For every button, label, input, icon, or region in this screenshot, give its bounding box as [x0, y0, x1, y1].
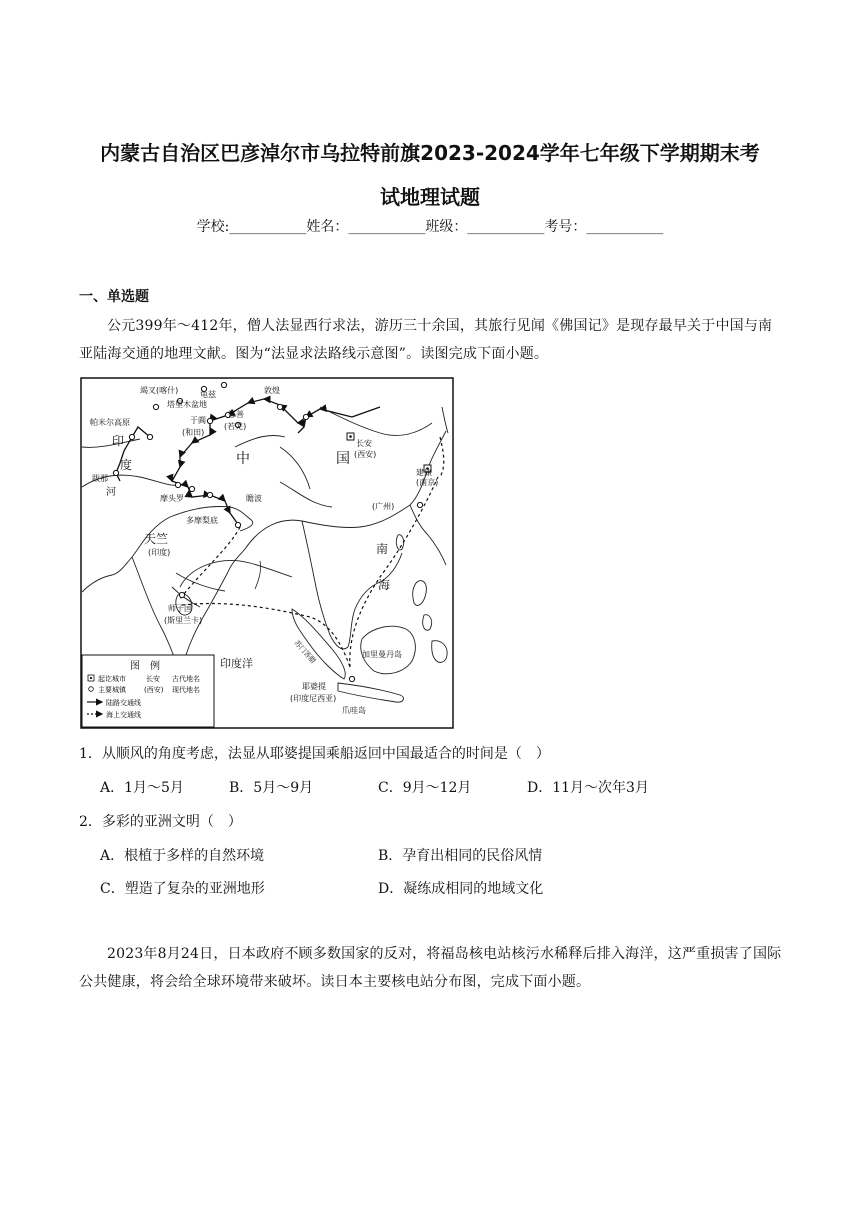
q2-option-a[interactable]: A．根植于多样的自然环境 [100, 848, 265, 864]
legend-modern-example: (西安) [144, 686, 164, 694]
name-field: 姓名：___________ [306, 219, 426, 235]
label-xian: (西安) [354, 450, 377, 459]
label-indian-ocean: 印度洋 [220, 657, 253, 670]
legend-sea-route: 海上交通线 [106, 711, 141, 719]
label-dunhuang: 敦煌 [264, 386, 280, 395]
label-hetian: (和田) [182, 428, 205, 437]
faxian-route-map [80, 377, 454, 729]
label-tarim: 塔里木盆地 [167, 400, 207, 409]
label-pamir: 帕米尔高原 [90, 418, 130, 427]
q2-option-d[interactable]: D．凝练成相同的地域文化 [378, 881, 544, 897]
passage-2: 2023年8月24日，日本政府不顾多数国家的反对，将福岛核电站核污水稀释后排入海洋，这严重损害了国际公共健康，将会给全球环境带来破坏。读日本主要核电站分布图，完成下面小题。 [79, 946, 782, 990]
map-legend [82, 655, 214, 727]
label-yutian: 于阗 [190, 416, 206, 425]
legend-start-city: 起讫城市 [98, 675, 126, 683]
label-india: (印度) [148, 548, 171, 557]
label-du: 度 [120, 458, 133, 472]
label-indonesia: (印度尼西亚) [290, 694, 337, 703]
label-java: 爪哇岛 [342, 706, 366, 715]
number-field: 考号：___________ [544, 219, 664, 235]
legend-title: 图 例 [130, 661, 160, 672]
paper-title-line2: 试地理试题 [380, 185, 480, 209]
passage-1: 公元399年～412年，僧人法显西行求法，游历三十余国，其旅行见闻《佛国记》是现存最早关于中国与南亚陆海交通的地理文献。图为“法显求法路线示意图”。读图完成下面小题。 [79, 318, 773, 362]
legend-ancient-name: 古代地名 [172, 675, 200, 683]
label-nan: 南 [376, 542, 389, 556]
q2-option-b[interactable]: B．孕育出相同的民俗风情 [378, 848, 543, 864]
question-1-stem: 1．从顺风的角度考虑，法显从耶婆提国乘船返回中国最适合的时间是（ ） [79, 746, 550, 762]
label-srilanka: (斯里兰卡) [164, 616, 203, 625]
label-zhanbo: 瞻波 [246, 494, 262, 503]
label-hai: 海 [378, 578, 391, 592]
label-guangzhou: (广州) [372, 502, 395, 511]
label-kalimantan: 加里曼丹岛 [362, 650, 402, 659]
label-yin: 印 [112, 434, 125, 448]
q1-option-d[interactable]: D．11月～次年3月 [527, 780, 649, 796]
label-shanshan: 鄯善 [228, 410, 244, 419]
label-qiuci: 龟兹 [200, 390, 216, 399]
label-pitu: 跋那 [92, 474, 108, 483]
q1-option-a[interactable]: A．1月～5月 [100, 780, 184, 796]
label-ruoqiang: (若羌) [224, 422, 247, 431]
section-heading: 一、单选题 [79, 289, 149, 305]
label-duomoli: 多摩梨底 [186, 516, 218, 525]
question-2-stem: 2．多彩的亚洲文明（ ） [79, 814, 242, 830]
legend-land-route: 陆路交通线 [106, 699, 141, 707]
class-field: 班级：___________ [425, 219, 545, 235]
label-shiziguo: 师子国 [168, 604, 192, 613]
label-river: 河 [106, 487, 116, 498]
label-guo: 国 [336, 451, 350, 467]
legend-ancient-example: 长安 [146, 675, 160, 683]
paper-title-line1: 内蒙古自治区巴彦淖尔市乌拉特前旗2023-2024学年七年级下学期期末考 [100, 141, 760, 165]
label-tianzhu: 天竺 [144, 532, 169, 546]
label-motouluo: 摩头罗 [160, 494, 184, 503]
student-info-line [60, 216, 800, 236]
q2-option-c[interactable]: C．塑造了复杂的亚洲地形 [100, 881, 265, 897]
label-jiankang: 建康 [416, 468, 432, 477]
label-zhong: 中 [236, 451, 250, 467]
label-sumatra: 苏门答腊 [292, 638, 318, 666]
school-field: 学校:___________ [196, 219, 307, 235]
label-kashgar: 竭叉(喀什) [140, 386, 179, 395]
label-nanjing: (南京) [416, 478, 439, 487]
q1-option-b[interactable]: B．5月～9月 [229, 780, 314, 796]
q1-option-c[interactable]: C．9月～12月 [378, 780, 472, 796]
legend-main-town: 主要城镇 [98, 686, 126, 694]
label-changan: 长安 [356, 439, 372, 448]
label-yepoti: 耶婆提 [302, 682, 326, 691]
legend-modern-name: 现代地名 [172, 686, 200, 694]
